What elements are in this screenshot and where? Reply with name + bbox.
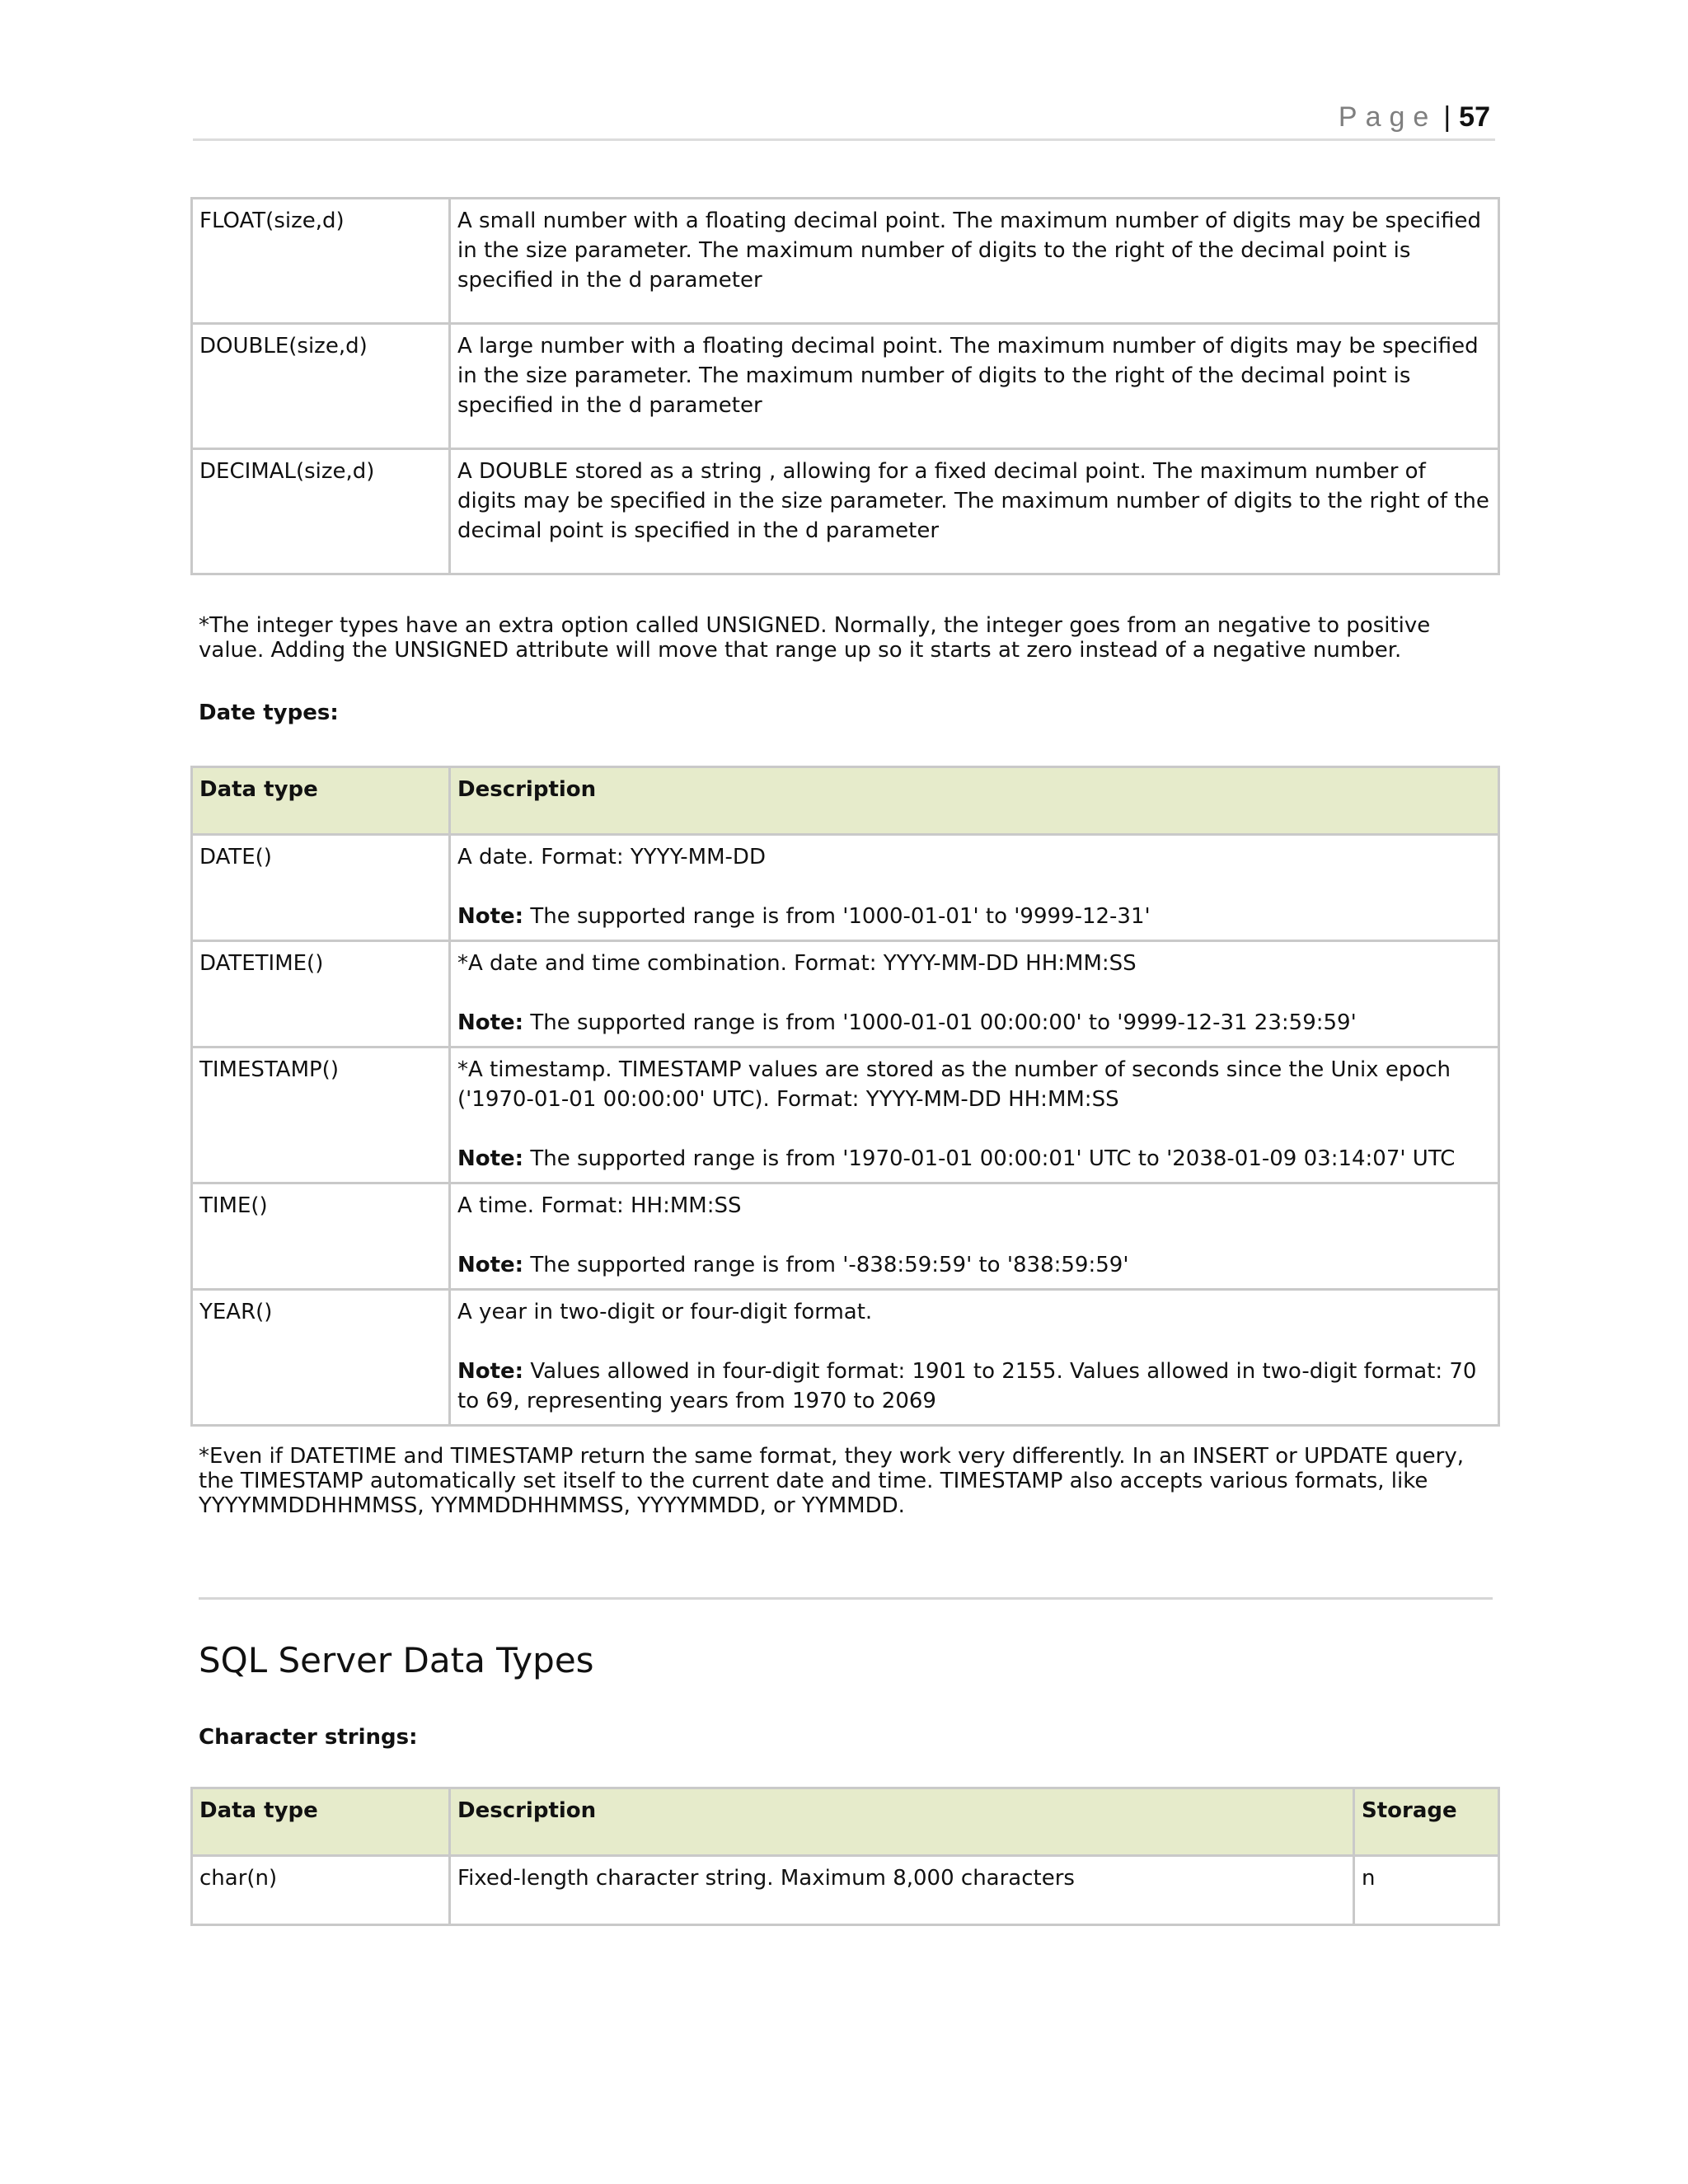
table-header-row bbox=[192, 767, 1499, 835]
data-type-cell: FLOAT(size,d) bbox=[192, 199, 450, 324]
data-type-cell: TIMESTAMP() bbox=[192, 1047, 450, 1183]
description-text: *A timestamp. TIMESTAMP values are stored as the number of seconds since the Unix epoch ('1970-01-01 00:00:00' UTC). Format: YYYY-MM-DD HH:MM:SS bbox=[457, 1057, 1451, 1112]
description-cell: A small number with a floating decimal point. The maximum number of digits may be specified in the size parameter. The maximum number of digits to the right of the decimal point is specified in the d parameter bbox=[450, 199, 1499, 324]
data-type-cell: TIME() bbox=[192, 1183, 450, 1290]
character-strings-heading: Character strings: bbox=[199, 1725, 418, 1750]
storage-cell: n bbox=[1354, 1856, 1499, 1925]
section-title: SQL Server Data Types bbox=[199, 1640, 594, 1680]
table-row bbox=[192, 1856, 1499, 1925]
data-type-cell: char(n) bbox=[192, 1856, 450, 1925]
table-row bbox=[192, 835, 1499, 941]
description-cell: Fixed-length character string. Maximum 8,000 characters bbox=[450, 1856, 1354, 1925]
table-row bbox=[192, 199, 1499, 324]
note-text: The supported range is from '1970-01-01 00:00:01' UTC to '2038-01-09 03:14:07' UTC bbox=[523, 1146, 1456, 1171]
description-cell bbox=[450, 835, 1499, 941]
description-text: *A date and time combination. Format: YYYY-MM-DD HH:MM:SS bbox=[457, 951, 1137, 976]
note-label: Note: bbox=[457, 1359, 524, 1384]
note-text: The supported range is from '1000-01-01 00:00:00' to '9999-12-31 23:59:59' bbox=[523, 1010, 1357, 1035]
note-label: Note: bbox=[457, 1253, 524, 1277]
page-separator: | bbox=[1443, 101, 1451, 133]
table-row bbox=[192, 941, 1499, 1047]
data-type-cell: YEAR() bbox=[192, 1290, 450, 1426]
header-divider bbox=[193, 138, 1495, 141]
table-row bbox=[192, 1047, 1499, 1183]
page-number: 57 bbox=[1459, 101, 1490, 133]
note-label: Note: bbox=[457, 904, 524, 929]
table-row bbox=[192, 449, 1499, 574]
data-type-cell: DECIMAL(size,d) bbox=[192, 449, 450, 574]
page-header bbox=[1339, 97, 1490, 137]
description-cell bbox=[450, 941, 1499, 1047]
description-cell: A large number with a floating decimal point. The maximum number of digits may be specified in the size parameter. The maximum number of digits to the right of the decimal point is specified in the d parameter bbox=[450, 324, 1499, 449]
character-strings-table bbox=[190, 1787, 1500, 1926]
unsigned-note: *The integer types have an extra option called UNSIGNED. Normally, the integer goes from an negative to positive value. Adding the UNSIGNED attribute will move that range up so it starts at zero instead of a negative number. bbox=[199, 613, 1431, 663]
table-row bbox=[192, 1183, 1499, 1290]
note-text: Values allowed in four-digit format: 1901 to 2155. Values allowed in two-digit format: 70 to 69, representing years from 1970 to 2069 bbox=[457, 1359, 1477, 1413]
column-header-description: Description bbox=[450, 767, 1499, 835]
table-row bbox=[192, 324, 1499, 449]
timestamp-note: *Even if DATETIME and TIMESTAMP return the same format, they work very differently. In an INSERT or UPDATE query, the TIMESTAMP automatically set itself to the current date and time. TIMESTAMP also accepts various formats, like YYYYMMDDHHMMSS, YYMMDDHHMMSS, YYYYMMDD, or YYMMDD. bbox=[199, 1444, 1465, 1518]
date-types-heading: Date types: bbox=[199, 701, 339, 725]
data-type-cell: DATE() bbox=[192, 835, 450, 941]
note-label: Note: bbox=[457, 1146, 524, 1171]
section-divider bbox=[199, 1597, 1493, 1600]
description-text: A time. Format: HH:MM:SS bbox=[457, 1193, 742, 1218]
description-text: A year in two-digit or four-digit format. bbox=[457, 1300, 873, 1324]
note-text: The supported range is from '1000-01-01' to '9999-12-31' bbox=[523, 904, 1151, 929]
column-header-data-type: Data type bbox=[192, 1788, 450, 1856]
column-header-description: Description bbox=[450, 1788, 1354, 1856]
data-type-cell: DOUBLE(size,d) bbox=[192, 324, 450, 449]
note-label: Note: bbox=[457, 1010, 524, 1035]
page-label: Page bbox=[1338, 101, 1437, 133]
numeric-types-table bbox=[190, 197, 1500, 575]
description-cell bbox=[450, 1183, 1499, 1290]
date-types-table bbox=[190, 766, 1500, 1427]
table-row bbox=[192, 1290, 1499, 1426]
description-cell bbox=[450, 1047, 1499, 1183]
column-header-storage: Storage bbox=[1354, 1788, 1499, 1856]
description-text: A date. Format: YYYY-MM-DD bbox=[457, 845, 766, 869]
description-cell bbox=[450, 1290, 1499, 1426]
column-header-data-type: Data type bbox=[192, 767, 450, 835]
data-type-cell: DATETIME() bbox=[192, 941, 450, 1047]
table-header-row bbox=[192, 1788, 1499, 1856]
description-cell: A DOUBLE stored as a string , allowing for a fixed decimal point. The maximum number of digits may be specified in the size parameter. The maximum number of digits to the right of the decimal point is specified in the d parameter bbox=[450, 449, 1499, 574]
note-text: The supported range is from '-838:59:59' to '838:59:59' bbox=[523, 1253, 1129, 1277]
